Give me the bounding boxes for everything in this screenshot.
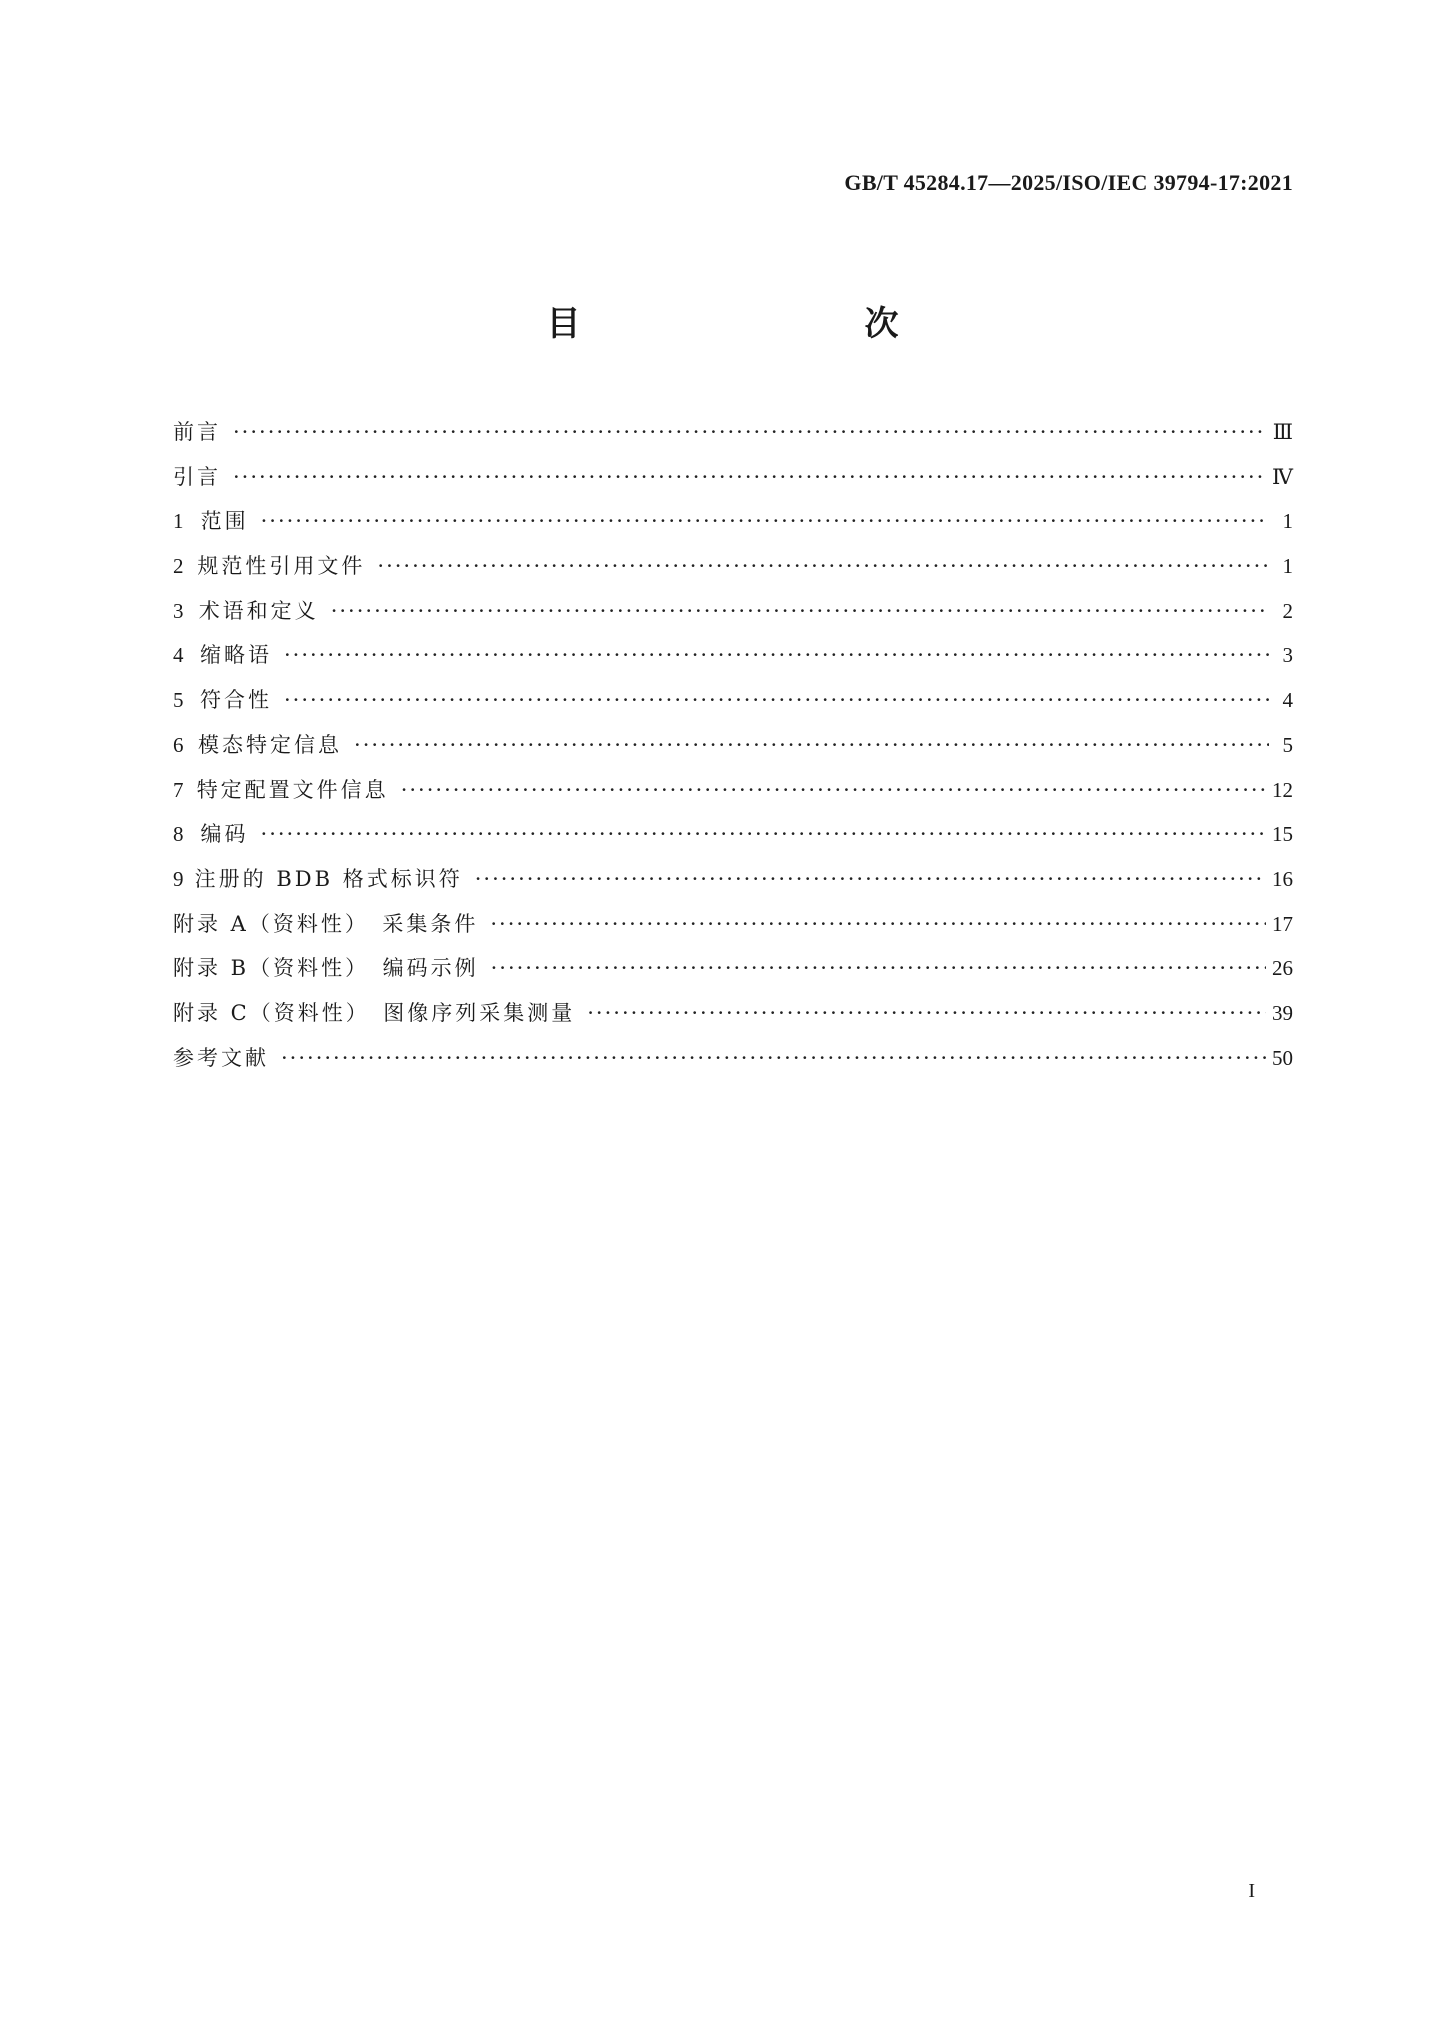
toc-entry-number: 6	[173, 732, 184, 757]
toc-entry-number: 3	[173, 598, 184, 623]
toc-entry[interactable]	[173, 997, 1293, 1042]
toc-entry-page: 1	[1282, 509, 1293, 534]
toc-entry-label: 前言	[173, 420, 221, 444]
toc-entry[interactable]	[173, 952, 1293, 997]
toc-entry-number: 9	[173, 866, 184, 891]
toc-dot-leader	[281, 1046, 1266, 1070]
toc-entry-label: 附录 A（资料性） 采集条件	[173, 911, 479, 936]
toc-entry-page: Ⅳ	[1272, 464, 1293, 489]
toc-entry[interactable]	[173, 1042, 1293, 1087]
toc-entry-page: 3	[1282, 643, 1293, 668]
toc-dot-leader	[284, 688, 1269, 712]
toc-entry-label: 特定配置文件信息	[196, 777, 389, 802]
toc-entry[interactable]	[173, 774, 1293, 819]
page-title: 目 次	[546, 304, 971, 344]
toc-entry[interactable]	[173, 505, 1293, 550]
toc-entry-page: 17	[1272, 911, 1293, 936]
toc-entry-number: 2	[173, 554, 184, 579]
toc-entry-label: 注册的 BDB 格式标识符	[194, 866, 463, 891]
toc-entry-label: 范围	[200, 509, 249, 534]
toc-entry[interactable]	[173, 863, 1293, 908]
table-of-contents	[173, 416, 1293, 1086]
toc-entry-page: 1	[1282, 554, 1293, 579]
toc-entry-page: 4	[1282, 688, 1293, 713]
toc-dot-leader	[331, 599, 1269, 623]
toc-entry[interactable]	[173, 639, 1293, 684]
toc-entry-number: 1	[173, 509, 184, 534]
toc-entry-page: 12	[1272, 777, 1293, 802]
toc-entry-page: 26	[1272, 956, 1293, 981]
toc-entry-page: 5	[1282, 732, 1293, 757]
toc-dot-leader	[233, 420, 1267, 444]
toc-entry-number: 8	[173, 822, 184, 847]
toc-entry-label: 规范性引用文件	[197, 554, 366, 579]
toc-entry[interactable]	[173, 595, 1293, 640]
toc-entry-label: 符合性	[199, 688, 272, 713]
toc-dot-leader	[475, 867, 1266, 891]
toc-dot-leader	[284, 643, 1269, 667]
toc-entry-label: 编码	[200, 822, 249, 847]
toc-entry-label: 参考文献	[173, 1045, 269, 1070]
page-number: I	[1248, 1880, 1255, 1902]
toc-entry[interactable]	[173, 550, 1293, 595]
toc-entry-label: 术语和定义	[198, 598, 319, 623]
toc-entry-page: 16	[1272, 866, 1293, 891]
toc-entry-label: 模态特定信息	[198, 732, 343, 757]
toc-entry[interactable]	[173, 461, 1293, 506]
toc-entry-label: 附录 C（资料性） 图像序列采集测量	[173, 1000, 576, 1025]
toc-dot-leader	[233, 465, 1266, 489]
toc-entry[interactable]	[173, 729, 1293, 774]
toc-entry[interactable]	[173, 416, 1293, 461]
toc-entry-page: 39	[1272, 1000, 1293, 1025]
toc-entry-page: 15	[1272, 822, 1293, 847]
toc-dot-leader	[261, 822, 1266, 846]
toc-entry-label: 缩略语	[199, 643, 272, 668]
toc-dot-leader	[354, 733, 1269, 757]
toc-dot-leader	[587, 1001, 1266, 1025]
standard-code: GB/T 45284.17—2025/ISO/IEC 39794-17:2021	[844, 170, 1293, 195]
toc-entry-number: 7	[173, 777, 184, 802]
toc-entry[interactable]	[173, 684, 1293, 729]
toc-entry[interactable]	[173, 818, 1293, 863]
toc-entry-page: 50	[1272, 1045, 1293, 1070]
toc-dot-leader	[377, 554, 1269, 578]
toc-dot-leader	[261, 509, 1269, 533]
toc-entry-number: 5	[173, 688, 184, 713]
toc-entry-number: 4	[173, 643, 184, 668]
toc-dot-leader	[491, 956, 1266, 980]
toc-entry-label: 引言	[173, 464, 221, 489]
toc-dot-leader	[401, 778, 1266, 802]
toc-entry-page: Ⅲ	[1272, 420, 1293, 444]
toc-entry[interactable]	[173, 908, 1293, 953]
toc-entry-page: 2	[1282, 598, 1293, 623]
toc-entry-label: 附录 B（资料性） 编码示例	[173, 956, 479, 981]
toc-dot-leader	[490, 912, 1266, 936]
